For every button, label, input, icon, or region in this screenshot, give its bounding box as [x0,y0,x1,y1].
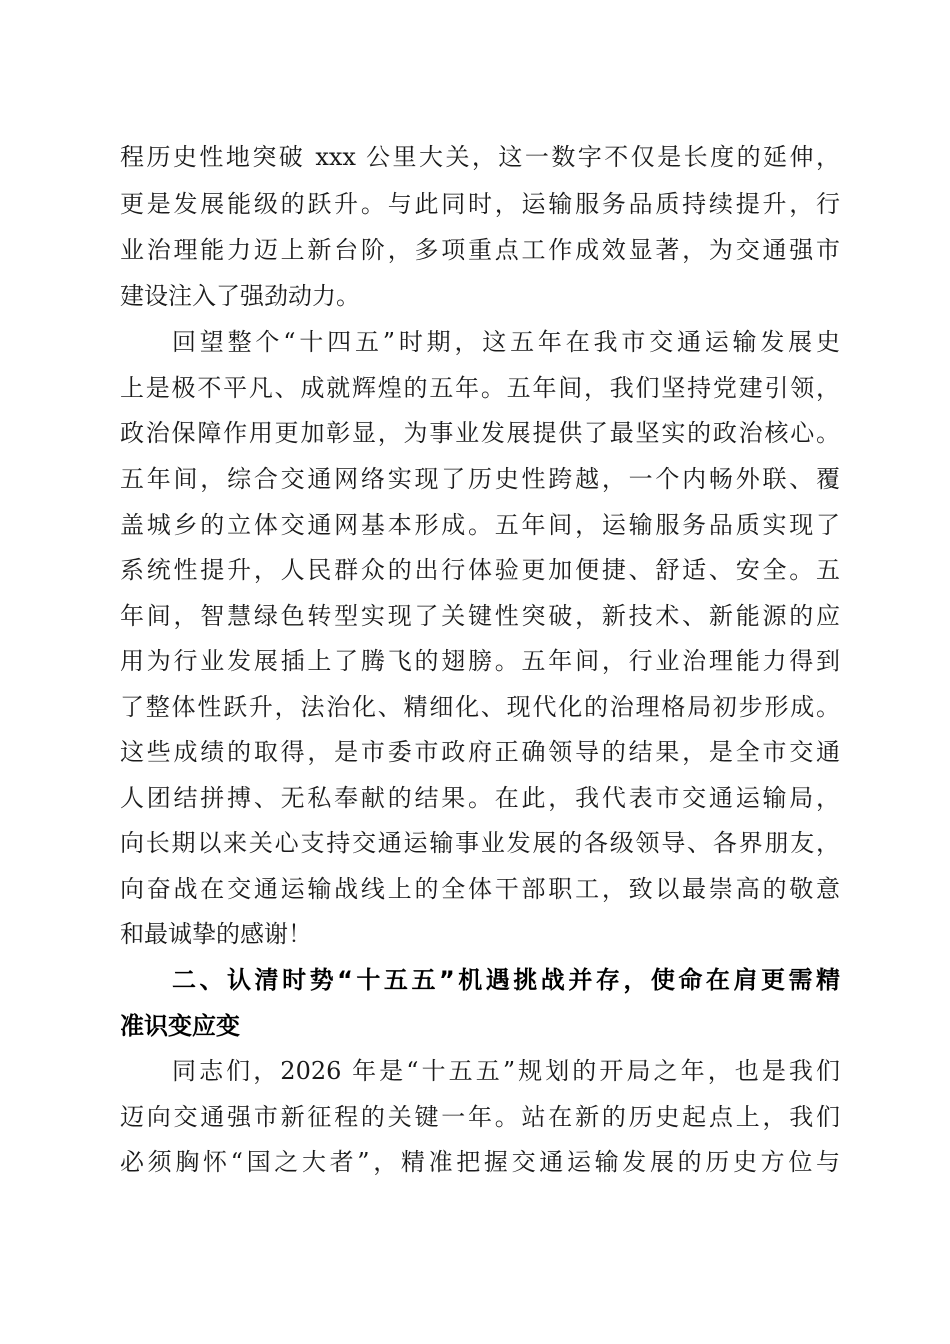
paragraph-2-line: 用为行业发展插上了腾飞的翅膀。五年间，行业治理能力得到 [120,647,840,675]
paragraph-2-line: 向长期以来关心支持交通运输事业发展的各级领导、各界朋友， [120,829,840,857]
paragraph-3-line: 必须胸怀“国之大者”，精准把握交通运输发展的历史方位与 [120,1148,840,1176]
paragraph-2-line: 盖城乡的立体交通网基本形成。五年间，运输服务品质实现了 [120,511,840,539]
paragraph-2-line: 人团结拼搏、无私奉献的结果。在此，我代表市交通运输局， [120,784,840,812]
paragraph-2-line: 和最诚挚的感谢！ [120,920,312,948]
paragraph-2-line: 政治保障作用更加彰显，为事业发展提供了最坚实的政治核心。 [120,419,840,447]
paragraph-2-line: 系统性提升，人民群众的出行体验更加便捷、舒适、安全。五 [120,556,840,584]
paragraph-3-line: 迈向交通强市新征程的关键一年。站在新的历史起点上，我们 [120,1103,840,1131]
paragraph-1-line: 建设注入了强劲动力。 [120,282,360,310]
paragraph-1-line: 更是发展能级的跃升。与此同时，运输服务品质持续提升，行 [120,190,840,218]
section-heading: 准识变应变 [120,1012,240,1040]
paragraph-1-line: 业治理能力迈上新台阶，多项重点工作成效显著，为交通强市 [120,236,840,264]
paragraph-2-line: 五年间，综合交通网络实现了历史性跨越，一个内畅外联、覆 [120,465,840,493]
paragraph-2-line: 年间，智慧绿色转型实现了关键性突破，新技术、新能源的应 [120,602,840,630]
paragraph-2-line: 向奋战在交通运输战线上的全体干部职工，致以最崇高的敬意 [120,875,840,903]
paragraph-1-line: 程历史性地突破 xxx 公里大关，这一数字不仅是长度的延伸， [120,143,840,171]
paragraph-2-line: 上是极不平凡、成就辉煌的五年。五年间，我们坚持党建引领， [120,374,840,402]
section-heading: 二、认清时势“十五五”机遇挑战并存，使命在肩更需精 [172,966,840,994]
paragraph-2-line: 了整体性跃升，法治化、精细化、现代化的治理格局初步形成。 [120,693,840,721]
paragraph-2-line: 回望整个“十四五”时期，这五年在我市交通运输发展史 [172,328,840,356]
paragraph-2-line: 这些成绩的取得，是市委市政府正确领导的结果，是全市交通 [120,738,840,766]
paragraph-3-line: 同志们，2026 年是“十五五”规划的开局之年，也是我们 [172,1057,840,1085]
